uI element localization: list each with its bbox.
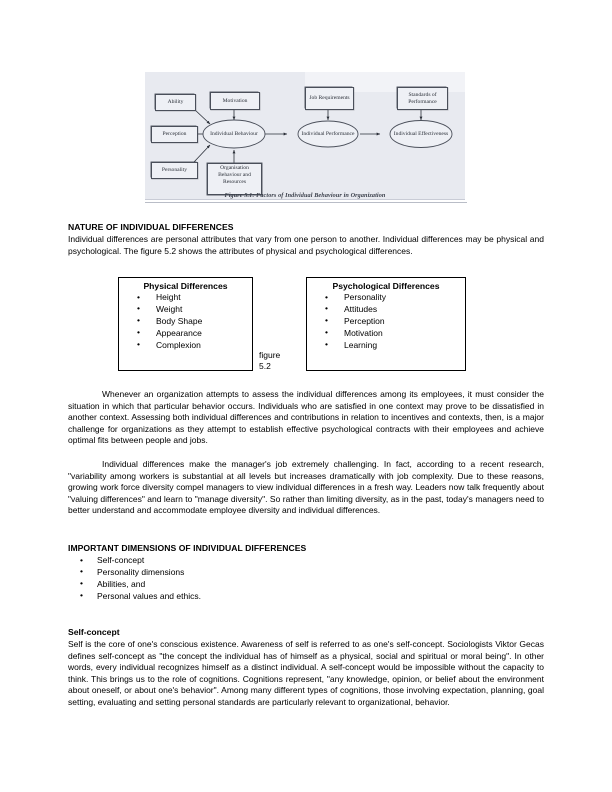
list-item: • Attitudes <box>307 304 465 316</box>
node-organisation-behaviour-and-resources: Organisation Behaviour and Resources <box>207 163 262 195</box>
node-ability: Ability <box>155 94 196 111</box>
list-item: • Perception <box>307 316 465 328</box>
paragraph-assessing-individual-differences: Whenever an organization attempts to assess the individual differences among its employees, it must consider the situation in which that particular behavior occurs. Individuals who are satisfied in one context may prove to be dissatisfied in another context. Assessing both individual differences and contributions in relation to incentives and contexts, then, is a major challenge for organizations as they attempt to establish effective psychological contracts with their employees and achieve optimal fits between people and jobs. <box>68 389 544 446</box>
figure-divider <box>145 202 467 203</box>
paragraph-self-concept-body: Self is the core of one's conscious existence. Awareness of self is referred to as one's self-concept. Sociologists Viktor Gecas defines self-concept as "the concept the individual has of himself as a physical, social and spiritual or moral being". In other words, every individual recognizes himself as a distinct individual. A self-concept would be impossible without the capacity to think. This brings us to the role of cognitions. Cognitions represent, "any knowledge, opinion, or belief about the environment about oneself, or about one's behavior". Among many different types of cognitions, those involving expectation, planning, goal setting, evaluating and setting personal standards are particularly relevant to organizational, behavior. <box>68 639 544 707</box>
list-item: • Motivation <box>307 328 465 340</box>
list-item: • Height <box>119 292 252 304</box>
list-item: • Appearance <box>119 328 252 340</box>
heading-self-concept: Self-concept <box>68 627 120 637</box>
list-item: • Personal values and ethics. <box>68 591 468 603</box>
list-item: • Personality dimensions <box>68 567 468 579</box>
node-job-requirements: Job Requirements <box>305 87 354 110</box>
paragraph-managing-diversity: Individual differences make the manager's job extremely challenging. In fact, according to a recent research, "variability among workers is substantial at all levels but increases dramatically with job complexity. Due to these reasons, growing work force diversity compel managers to view individual differences in a fresh way. Leaders now talk frequently about "valuing differences" and learn to "manage diversity". So rather than limiting diversity, as in the past, today's managers need to better understand and accommodate employee diversity and individual differences. <box>68 459 544 516</box>
list-item: • Abilities, and <box>68 579 468 591</box>
psychological-differences-box <box>306 277 466 371</box>
figure-5-1-image <box>145 72 465 200</box>
figure-5-2-label-text: figure 5.2 <box>259 350 281 372</box>
paragraph-nature-body: Individual differences are personal attributes that vary from one person to another. Individual differences may be physical and psychological. The figure 5.2 shows the attributes of physical and psychological differences. <box>68 234 544 256</box>
figure-5-1-caption: Figure 5.1: Factors of Individual Behaviour in Organization <box>224 192 386 199</box>
node-motivation: Motivation <box>210 92 260 110</box>
node-individual-performance: Individual Performance <box>301 130 355 137</box>
figure-5-2-label <box>259 350 299 372</box>
list-item: • Complexion <box>119 340 252 352</box>
list-item: • Personality <box>307 292 465 304</box>
list-item: • Weight <box>119 304 252 316</box>
important-dimensions-list <box>68 555 468 603</box>
physical-differences-box <box>118 277 253 371</box>
list-item: • Learning <box>307 340 465 352</box>
heading-nature-of-individual-differences: NATURE OF INDIVIDUAL DIFFERENCES <box>68 222 234 232</box>
psychological-differences-title: Psychological Differences <box>332 281 440 291</box>
node-individual-effectiveness: Individual Effectiveness <box>393 130 449 137</box>
list-item: • Body Shape <box>119 316 252 328</box>
node-standards-of-performance: Standards of Performance <box>397 87 448 110</box>
physical-differences-list <box>119 292 252 352</box>
list-item: • Self-concept <box>68 555 468 567</box>
heading-important-dimensions: IMPORTANT DIMENSIONS OF INDIVIDUAL DIFFERENCES <box>68 543 307 553</box>
node-individual-behaviour: Individual Behaviour <box>210 130 258 137</box>
node-personality: Personality <box>151 162 198 179</box>
node-perception: Perception <box>151 126 198 143</box>
physical-differences-title: Physical Differences <box>143 281 228 291</box>
psychological-differences-list <box>307 292 465 352</box>
